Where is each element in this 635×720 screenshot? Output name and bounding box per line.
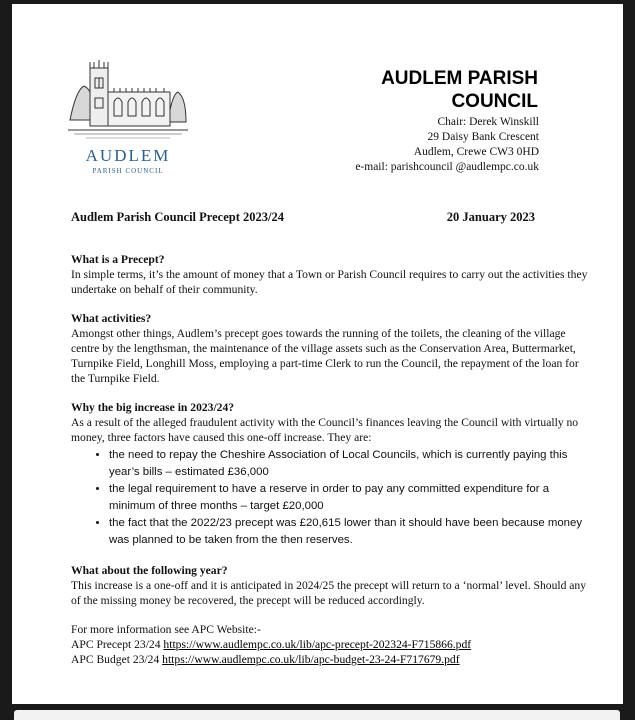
church-logo-icon <box>68 50 188 142</box>
budget-link-label: APC Budget 23/24 <box>71 653 163 666</box>
organization-title <box>381 67 538 113</box>
logo-name: AUDLEM <box>85 146 171 165</box>
section-heading-following: What about the following year? <box>71 564 228 577</box>
org-title-line2: COUNCIL <box>451 91 538 112</box>
section-text-following: This increase is a one-off and it is anticipated in 2024/25 the precept will return to a ‘normal’ level. Should any of the missing money be recovered, the precept will be reduced accordingly. <box>71 579 587 607</box>
contact-block <box>355 115 539 175</box>
document-page <box>12 4 623 704</box>
document-body <box>71 252 588 667</box>
list-item: • the need to repay the Cheshire Association of Local Councils, which is currently paying this year’s bills – estimated £36,000 <box>109 447 588 481</box>
document-title: Audlem Parish Council Precept 2023/24 <box>71 210 284 224</box>
precept-link-label: APC Precept 23/24 <box>71 638 164 651</box>
document-date: 20 January 2023 <box>446 210 535 224</box>
section-heading-activities: What activities? <box>71 312 152 325</box>
budget-link-line <box>71 652 588 667</box>
address-line1: 29 Daisy Bank Crescent <box>427 131 539 143</box>
org-title-line1: AUDLEM PARISH <box>381 68 538 89</box>
email: e-mail: parishcouncil @audlempc.co.uk <box>355 161 539 173</box>
address-line2: Audlem, Crewe CW3 0HD <box>413 146 539 158</box>
more-info-intro: For more information see APC Website:- <box>71 623 261 636</box>
list-item: • the fact that the 2022/23 precept was £20,615 lower than it should have been because money was planned to be taken from the then reserves. <box>109 515 588 549</box>
logo-subtitle: PARISH COUNCIL <box>92 167 164 175</box>
budget-link[interactable]: https://www.audlempc.co.uk/lib/apc-budget-23-24-F717679.pdf <box>162 653 460 666</box>
section-heading-what-is: What is a Precept? <box>71 253 165 266</box>
increase-bullet-list <box>71 447 588 549</box>
next-page-edge <box>14 710 620 720</box>
section-text-increase: As a result of the alleged fraudulent activity with the Council’s finances leaving the Council with virtually no money, three factors have caused this one-off increase. They are: <box>71 416 579 444</box>
chair-name: Chair: Derek Winskill <box>437 116 539 128</box>
precept-link[interactable]: https://www.audlempc.co.uk/lib/apc-precept-202324-F715866.pdf <box>163 638 472 651</box>
list-item: • the legal requirement to have a reserve in order to pay any committed expenditure for a minimum of three months – target £20,000 <box>109 481 588 515</box>
section-text-activities: Amongst other things, Audlem’s precept goes towards the running of the toilets, the cleaning of the village centre by the lengthsman, the maintenance of the village assets such as the Conservation Area, Buttermarket, Turnpike Field, Longhill Moss, employing a part-time Clerk to run the Council, the repayment of the loan for the Turnpike Field. <box>71 327 579 385</box>
section-heading-increase: Why the big increase in 2023/24? <box>71 401 235 414</box>
precept-link-line <box>71 637 588 652</box>
section-text-what-is: In simple terms, it’s the amount of money that a Town or Parish Council requires to carry out the activities they undertake on behalf of their community. <box>71 268 588 296</box>
